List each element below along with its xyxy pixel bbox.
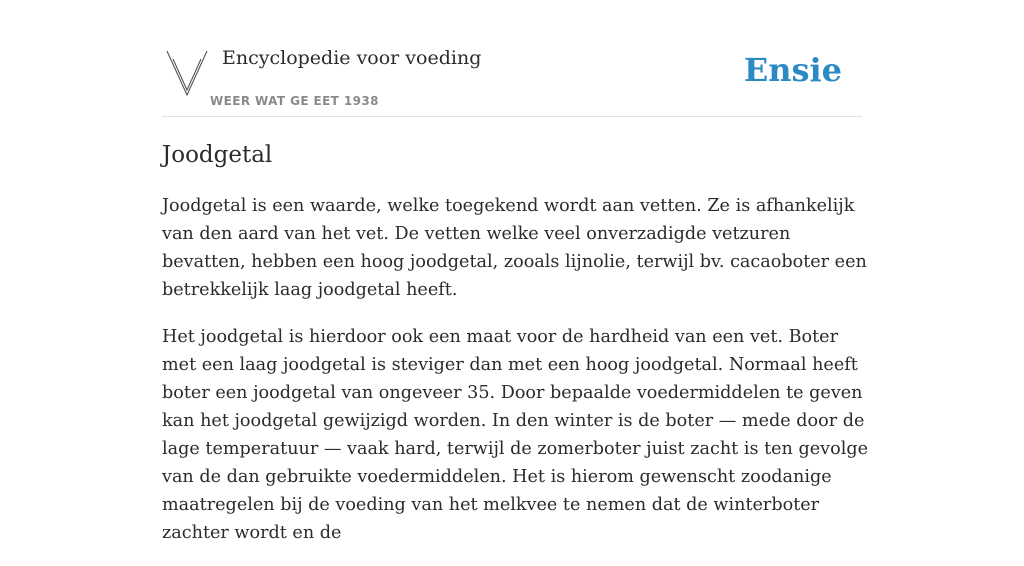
page-title: Joodgetal: [162, 142, 273, 168]
article-paragraph: Joodgetal is een waarde, welke toegekend wordt aan vetten. Ze is afhankelijk van den aard van het vet. De vetten welke veel onverzadigde vetzuren bevatten, hebben een hoog joodgetal, zooals lijnolie, terwijl bv. cacaoboter een betrekkelijk laag joodgetal heeft.: [162, 196, 867, 300]
book-subtitle: WEER WAT GE EET 1938: [210, 94, 379, 108]
book-header: [162, 40, 862, 117]
book-title[interactable]: Encyclopedie voor voeding: [222, 47, 482, 69]
brand-logo[interactable]: Ensie: [743, 51, 842, 89]
article-paragraph: Het joodgetal is hierdoor ook een maat voor de hardheid van een vet. Boter met een laag joodgetal is steviger dan met een hoog joodgetal. Normaal heeft boter een joodgetal van ongeveer 35. Door bepaalde voedermiddelen te geven kan het joodgetal gewijzigd worden. In den winter is de boter — mede door de lage temperatuur — vaak hard, terwijl de zomerboter juist zacht is ten gevolge van de dan gebruikte voedermiddelen. Het is hierom gewenscht zoodanige maatregelen bij de voeding van het melkvee te nemen dat de winterboter zachter wordt en de: [162, 327, 868, 543]
v-chevron-logo-icon[interactable]: [166, 50, 208, 96]
article-body: [162, 192, 868, 566]
